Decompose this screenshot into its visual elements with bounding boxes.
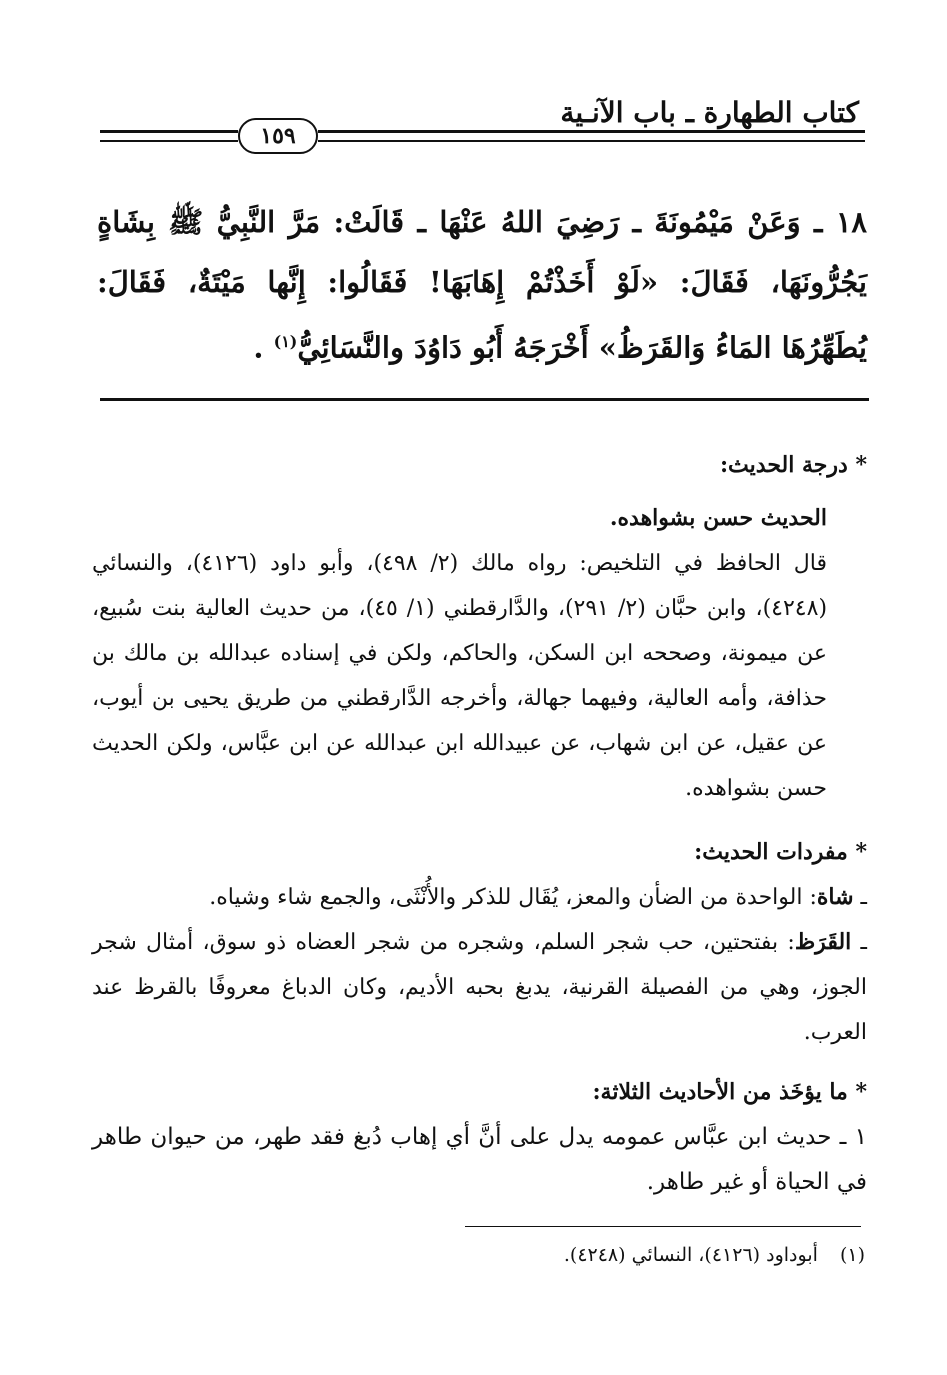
vocab-item-separator: :: [802, 885, 817, 910]
header-rule: [318, 140, 865, 142]
vocab-item: [92, 875, 867, 920]
page-number: ١٥٩: [238, 118, 318, 154]
lessons-heading: * ما يؤخَذ من الأحاديث الثلاثة:: [592, 1079, 867, 1105]
vocab-item-separator: :: [778, 930, 795, 955]
lesson-number: ١ ـ: [839, 1124, 867, 1150]
footnote-rule: [465, 1226, 861, 1227]
lessons-section: [92, 1070, 867, 1205]
vocab-term: القَرَظ: [794, 929, 852, 955]
hadith-number: ١٨ ـ: [814, 205, 867, 239]
grade-verdict: الحديث حسن بشواهده.: [609, 505, 827, 531]
vocab-definition: الواحدة من الضأن والمعز، يُقَال للذكر والأُنْثَى، والجمع شاء وشياه.: [209, 885, 803, 910]
lesson-item: [92, 1115, 867, 1205]
header-rule: [100, 130, 238, 133]
footnote: [95, 1240, 865, 1270]
hadith-text: وَعَنْ مَيْمُونَةَ ـ رَضِيَ اللهُ عَنْهَا ـ قَالَتْ: مَرَّ النَّبِيُّ ﷺ بِشَاةٍ يَجُرُّونَهَا، فَقَالَ: «لَوْ أَخَذْتُمْ إِهَابَهَا! فَقَالُوا: إِنَّها مَيْتَةٌ، فَقَالَ: يُطَهِّرُهَا المَاءُ وَالقَرَظُ» أَخْرَجَهُ أَبُو دَاوُدَ والنَّسَائِيُّ: [97, 205, 867, 365]
hadith-end: .: [253, 330, 274, 365]
section-divider: [100, 398, 869, 401]
vocab-item: [92, 920, 867, 1055]
header-rule: [100, 140, 238, 142]
running-title: كتاب الطهارة ـ باب الآنـية: [560, 96, 859, 129]
header-rule: [318, 130, 865, 133]
vocab-term: شاة: [816, 884, 854, 910]
vocab-definition: بفتحتين، حب شجر السلم، وشجره من شجر العضاه ذو سوق، أمثال شجر الجوز، وهي من الفصيلة القرنية، يدبغ بحبه الأديم، وكان الدباغ معروفًا بالقرظ عند العرب.: [92, 930, 867, 1045]
lesson-text: حديث ابن عبَّاس عمومه يدل على أنَّ أي إهاب دُبغ فقد طهر، من حيوان طاهر في الحياة أو غير طاهر.: [92, 1124, 867, 1195]
grade-body: قال الحافظ في التلخيص: رواه مالك (٢/ ٤٩٨)، وأبو داود (٤١٢٦)، والنسائي (٤٢٤٨)، وابن حبَّان (٢/ ٢٩١)، والدَّارقطني (١/ ٤٥)، من حديث العالية بنت سُبيع، عن ميمونة، وصححه ابن السكن، والحاكم، ولكن في إسناده عبدالله بن مالك بن حذافة، وأمه العالية، وفيهما جهالة، وأخرجه الدَّارقطني من طريق يحيى بن أيوب، عن عقيل، عن ابن شهاب، عن عبيدالله ابن عبدالله عن ابن عبَّاس، ولكن الحديث حسن بشواهده.: [92, 551, 828, 801]
footnote-reference[interactable]: (١): [273, 332, 298, 351]
hadith-grade-section: [92, 443, 867, 811]
vocab-item-prefix: ـ: [851, 930, 867, 955]
vocabulary-section: [92, 830, 867, 1055]
vocab-item-prefix: ـ: [853, 885, 867, 910]
vocab-heading: * مفردات الحديث:: [694, 839, 867, 865]
footnote-number: (١): [839, 1244, 865, 1266]
hadith-text-block: [97, 192, 867, 378]
footnote-text: أبوداود (٤١٢٦)، النسائي (٤٢٤٨).: [563, 1244, 818, 1266]
grade-heading: * درجة الحديث:: [719, 452, 867, 478]
